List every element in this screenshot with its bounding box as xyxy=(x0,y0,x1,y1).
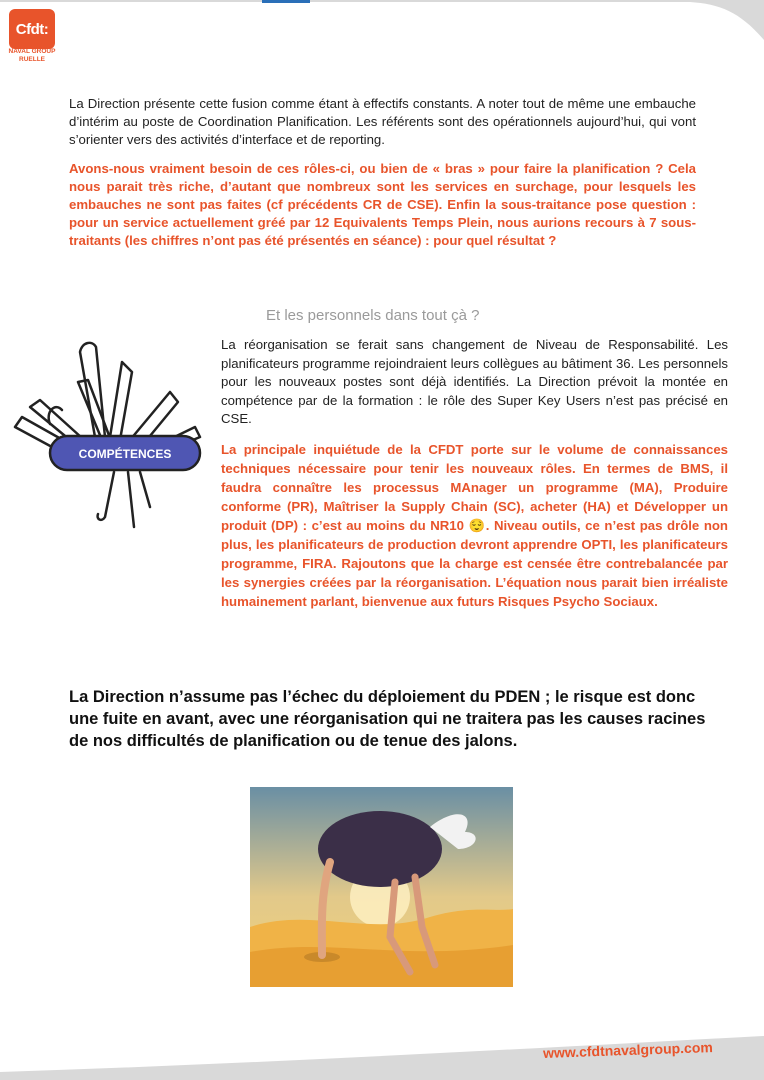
logo-subtitle xyxy=(5,48,59,64)
header-band xyxy=(0,0,764,40)
conclusion-paragraph: La Direction n’assume pas l’échec du déploiement du PDEN ; le risque est donc une fuite en avant, avec une réorganisation qui ne traitera pas les causes racines de nos difficultés de planification ou de tenue des jalons. xyxy=(69,688,706,750)
knife-label: COMPÉTENCES xyxy=(78,447,172,461)
swiss-army-knife-icon xyxy=(10,332,210,532)
logo-sub-line1: NAVAL GROUP xyxy=(8,48,56,55)
section-body-paragraph: La réorganisation se ferait sans changement de Niveau de Responsabilité. Les planificateurs programme rejoindraient leurs collègues au bâtiment 36. Les personnels pour les nouveaux postes sont déjà identifiés. La Direction prévoit la montée en compétence par de la formation : le rôle des Super Key Users n’est pas précisé en CSE. xyxy=(221,337,728,426)
ostrich-head-in-sand-image xyxy=(250,787,513,987)
concern-paragraph: La principale inquiétude de la CFDT porte sur le volume de connaissances techniques nécessaire pour tenir les nouveaux rôles. En termes de BMS, il faudra connaître les processus MAnager un programme (MA), Produire conforme (PR), Maîtriser la Supply Chain (SC), acheter (HA) et Développer un produit (DP) : c’est au moins du NR10 😌. Niveau outils, ce n’est pas drôle non plus, les planificateurs de production devront apprendre OPTI, les planificateurs programme, FIRA. Rajoutons que la charge est censée être contrebalancée par les synergies créées par la réorganisation. L’équation nous parait bien irréaliste humainement parlant, bienvenue aux futurs Risques Psycho Sociaux. xyxy=(221,442,728,609)
section-title: Et les personnels dans tout çà ? xyxy=(266,307,480,324)
logo-sub-line2: RUELLE xyxy=(19,56,45,63)
intro-paragraph: La Direction présente cette fusion comme étant à effectifs constants. A noter tout de même une embauche d’intérim au poste de Coordination Planification. Les référents sont des opérationnels aujourd’hui, qui vont s’orienter vers des activités d’interface et de reporting. xyxy=(69,96,696,147)
question-paragraph: Avons-nous vraiment besoin de ces rôles-ci, ou bien de « bras » pour faire la planification ? Cela nous parait très riche, d’autant que nombreux sont les services en surchage, pour lesquels les embauches ne sont pas faites (cf précédents CR de CSE). Enfin la sous-traitance pose question : pour un service actuellement gréé par 12 Equivalents Temps Plein, nous aurions recours à 7 sous-traitants (les chiffres n’ont pas été présentés en séance) : pour quel résultat ? xyxy=(69,161,696,248)
footer-url-link[interactable]: www.cfdtnavalgroup.com xyxy=(542,1039,714,1061)
cfdt-logo xyxy=(9,9,55,49)
logo-text: Cfdt: xyxy=(15,20,49,38)
